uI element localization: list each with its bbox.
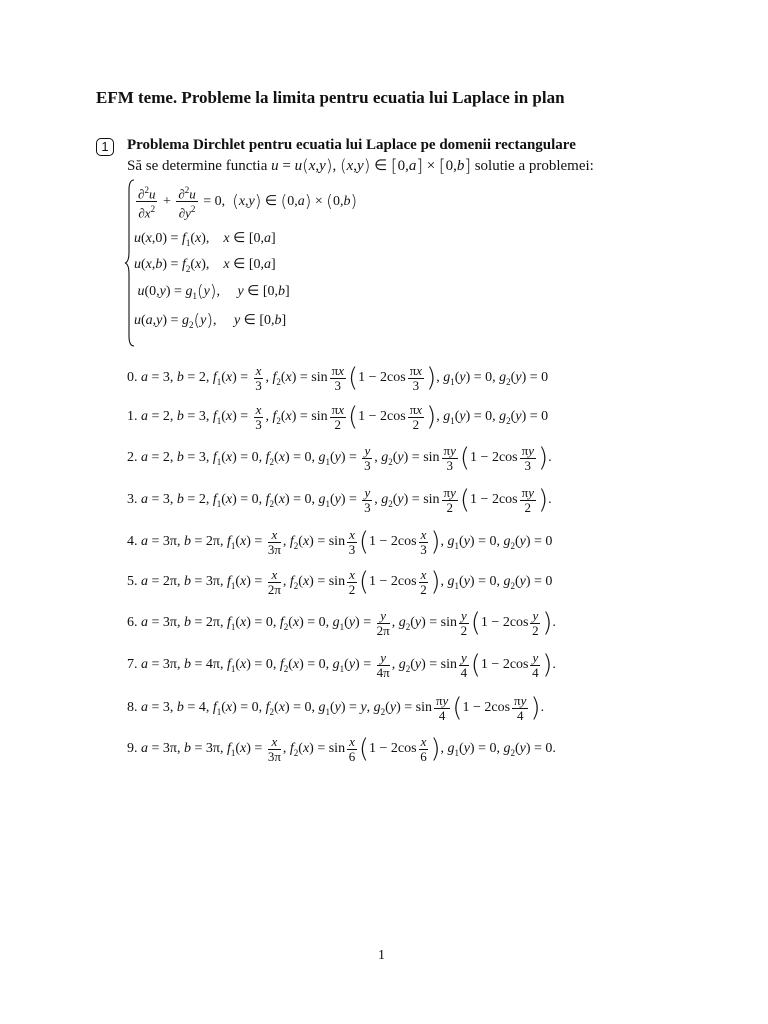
variant-a: 3π [162,741,177,757]
variant-f2: 0 [304,492,312,508]
variant-f2: sin $\frac{x}{3}$ (1 − 2cos $\frac{x}{3}$ ) [328,526,441,557]
variant-g2: 0 [545,534,553,550]
variant-label: 3. [127,492,138,508]
intro-prefix: Să se determine functia [127,158,268,174]
problem-heading: Problema Dirchlet pentru ecuatia lui Laplace pe domenii rectangulare [127,137,576,153]
function-definition: u = u(x,y), (x,y) ∈ [0,a] × [0,b] [271,156,471,177]
variant-b: 2π [205,534,220,550]
variant-label: 9. [127,741,138,757]
variant-g1: $\frac{y}{3}$ [364,484,371,515]
variant-a: 3π [162,534,177,550]
system-left-brace [124,178,134,346]
variant-f2: sin $\frac{\pi x}{2}$ (1 − 2cos $\frac{\pi x}{2}$ ) [311,401,437,432]
variant-item-0: 0. a = 3, b = 2, $f_1(x)$ = $\frac{x}{3}$ , $f_2(x) = \sin$ $\frac{\pi x}{3}$ (1 − 2cos $\frac{\pi x}{3}$ ), $g_1(y) = 0$, $g_2(y) = 0$ [127,362,549,393]
variant-a: 3 [162,492,170,508]
variant-end: . [548,492,552,508]
variant-g2: sin $\frac{\pi y}{3}$ (1 − 2cos $\frac{\pi y}{3}$ ) [423,442,549,473]
variant-item-7: 7. a = 3π, b = 4π, $f_1(x) = 0$, $f_2(x) = 0$, $g_1(y)$ = $\frac{y}{4\pi}$ , $g_2(y) = \sin$ $\frac{y}{4}$ (1 − 2cos $\frac{y}{4}$ ). [127,649,556,680]
variant-g2: 0 [545,574,553,590]
variant-label: 2. [127,450,138,466]
variant-f2: 0 [318,657,326,673]
variant-item-9: 9. a = 3π, b = 3π, $f_1(x)$ = $\frac{x}{3\pi}$ , $f_2(x) = \sin$ $\frac{x}{6}$ (1 − 2cos $\frac{x}{6}$ ), $g_1(y) = 0$, $g_2(y) = 0$. [127,733,556,764]
boundary-condition-f1: $u(x,0) = f_1(x)$, x ∈ [0,a] [134,231,276,248]
variant-f1: $\frac{x}{3}$ [255,362,262,393]
variant-f2: 0 [318,615,326,631]
variant-f1: 0 [265,657,273,673]
variant-f1: $\frac{x}{2\pi}$ [267,566,281,597]
variant-b: 2π [205,615,220,631]
variant-item-6: 6. a = 3π, b = 2π, $f_1(x) = 0$, $f_2(x) = 0$, $g_1(y)$ = $\frac{y}{2\pi}$ , $g_2(y) = \sin$ $\frac{y}{2}$ (1 − 2cos $\frac{y}{2}$ ). [127,607,556,638]
variant-a: 3π [162,657,177,673]
boundary-condition-g1: $u(0,y) = g_1(y)$, y ∈ [0,b] [137,282,290,302]
variant-g2: sin $\frac{\pi y}{2}$ (1 − 2cos $\frac{\pi y}{2}$ ) [423,484,549,515]
variant-f2: sin $\frac{x}{6}$ (1 − 2cos $\frac{x}{6}$ ) [328,733,441,764]
variant-b: 4 [198,700,206,716]
variant-b: 3 [198,450,206,466]
variant-f1: 0 [265,615,273,631]
variant-end: . [552,615,556,631]
variant-a: 3 [162,700,170,716]
variant-f1: $\frac{x}{3}$ [255,401,262,432]
variant-end: . [540,700,545,716]
variant-g1: 0 [485,409,493,425]
variant-f1: 0 [251,450,259,466]
variant-item-2: 2. a = 2, b = 3, $f_1(x) = 0$, $f_2(x) = 0$, $g_1(y)$ = $\frac{y}{3}$ , $g_2(y) = \sin$ $\frac{\pi y}{3}$ (1 − 2cos $\frac{\pi y}{3}$ ). [127,442,552,473]
boundary-condition-f2: $u(x,b) = f_2(x)$, x ∈ [0,a] [134,257,276,274]
variant-label: 6. [127,615,138,631]
variant-f2: sin $\frac{x}{2}$ (1 − 2cos $\frac{x}{2}$ ) [328,566,441,597]
variant-g2: sin $\frac{\pi y}{4}$ (1 − 2cos $\frac{\pi y}{4}$ ) [415,692,541,723]
variant-g1: y [360,700,367,716]
variant-g2: 0 [541,370,549,386]
variant-b: 2 [198,370,206,386]
variant-label: 8. [127,700,138,716]
variant-f1: $\frac{x}{3\pi}$ [267,526,281,557]
variant-item-3: 3. a = 3, b = 2, $f_1(x) = 0$, $f_2(x) = 0$, $g_1(y)$ = $\frac{y}{3}$ , $g_2(y) = \sin$ $\frac{\pi y}{2}$ (1 − 2cos $\frac{\pi y}{2}$ ). [127,484,552,515]
variant-label: 1. [127,409,138,425]
variant-g1: 0 [489,741,497,757]
variant-f2: sin $\frac{\pi x}{3}$ (1 − 2cos $\frac{\pi x}{3}$ ) [311,362,437,393]
problem-number-badge: 1 [96,138,114,156]
variant-g1: 0 [489,574,497,590]
variant-g1: 0 [489,534,497,550]
variant-a: 3 [162,370,170,386]
variant-a: 2 [162,409,170,425]
boundary-condition-g2: $u(a,y) = g_2(y)$, y ∈ [0,b] [134,311,287,331]
variant-g1: $\frac{y}{3}$ [364,442,371,473]
variant-label: 7. [127,657,138,673]
variant-g2: sin $\frac{y}{2}$ (1 − 2cos $\frac{y}{2}$ ) [440,607,553,638]
laplace-equation: $\frac{\partial^2u}{\partial x^2}$ + $\frac{\partial^2u}{\partial y^2}$ = 0, (x,y) ∈ (0,a) × (0,b) [138,185,358,221]
variant-end: . [552,657,556,673]
variant-label: 4. [127,534,138,550]
variant-label: 5. [127,574,138,590]
variant-b: 3π [205,741,220,757]
variant-f2: 0 [304,450,312,466]
variant-end: . [548,450,552,466]
problem-statement [127,156,594,177]
variant-g1: $\frac{y}{2\pi}$ [376,607,390,638]
intro-suffix: solutie a problemei: [474,158,594,174]
page-number: 1 [378,948,385,963]
variant-item-4: 4. a = 3π, b = 2π, $f_1(x)$ = $\frac{x}{3\pi}$ , $f_2(x) = \sin$ $\frac{x}{3}$ (1 − 2cos $\frac{x}{3}$ ), $g_1(y) = 0$, $g_2(y) = 0$ [127,526,553,557]
variant-a: 2π [162,574,177,590]
document-title: EFM teme. Probleme la limita pentru ecuatia lui Laplace in plan [96,88,565,107]
variant-item-5: 5. a = 2π, b = 3π, $f_1(x)$ = $\frac{x}{2\pi}$ , $f_2(x) = \sin$ $\frac{x}{2}$ (1 − 2cos $\frac{x}{2}$ ), $g_1(y) = 0$, $g_2(y) = 0$ [127,566,553,597]
variant-f1: 0 [251,700,259,716]
variant-g1: 0 [485,370,493,386]
variant-g2: 0 [545,741,553,757]
variant-a: 3π [162,615,177,631]
variant-g1: $\frac{y}{4\pi}$ [376,649,390,680]
variant-f1: $\frac{x}{3\pi}$ [267,733,281,764]
variant-end: . [552,741,556,757]
variant-label: 0. [127,370,138,386]
variant-item-1: 1. a = 2, b = 3, $f_1(x)$ = $\frac{x}{3}$ , $f_2(x) = \sin$ $\frac{\pi x}{2}$ (1 − 2cos $\frac{\pi x}{2}$ ), $g_1(y) = 0$, $g_2(y) = 0$ [127,401,549,432]
variant-b: 3π [205,574,220,590]
variant-g2: sin $\frac{y}{4}$ (1 − 2cos $\frac{y}{4}$ ) [440,649,553,680]
variant-a: 2 [162,450,170,466]
variant-b: 2 [198,492,206,508]
variant-item-8: 8. a = 3, b = 4, $f_1(x) = 0$, $f_2(x) = 0$, $g_1(y) = y$, $g_2(y) = \sin$ $\frac{\pi y}{4}$ (1 − 2cos $\frac{\pi y}{4}$ ). [127,692,545,723]
variant-b: 3 [198,409,206,425]
variant-b: 4π [205,657,220,673]
variant-f1: 0 [251,492,259,508]
variant-f2: 0 [304,700,312,716]
variant-g2: 0 [541,409,549,425]
